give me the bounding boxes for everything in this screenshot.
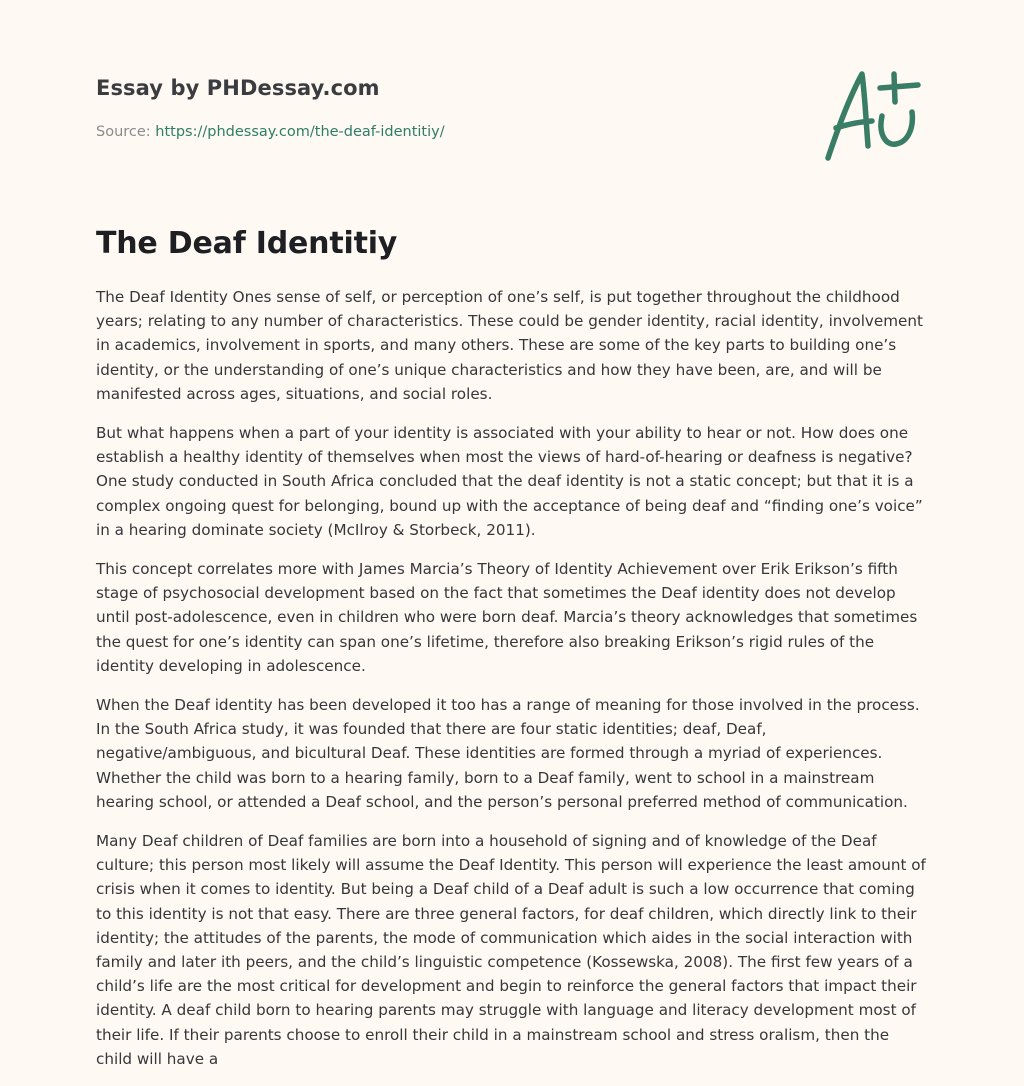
essay-title: The Deaf Identitiy (96, 226, 398, 261)
site-brand: Essay by PHDessay.com (96, 76, 380, 100)
source-link[interactable]: https://phdessay.com/the-deaf-identitiy/ (155, 124, 445, 140)
a-plus-icon (822, 66, 924, 164)
essay-paragraph: Many Deaf children of Deaf families are born into a household of signing and of knowledge of the Deaf culture; this person most likely will assume the Deaf Identity. This person will experience the least amount of crisis when it comes to identity. But being a Deaf child of a Deaf adult is such a low occurrence that coming to this identity is not that easy. There are three general factors, for deaf children, which directly link to their identity; the attitudes of the parents, the mode of communication which aides in the social interaction with family and later ith peers, and the child’s linguistic competence (Kossewska, 2008). The first few years of a child’s life are the most critical for development and begin to reinforce the general factors that impact their identity. A deaf child born to hearing parents may struggle with language and literacy development most of their life. If their parents choose to enroll their child in a mainstream school and stress oralism, then the child will have a (96, 832, 926, 1068)
source-line (96, 124, 445, 140)
essay-body (96, 285, 928, 1086)
essay-paragraph: When the Deaf identity has been developed it too has a range of meaning for those involved in the process. In the South Africa study, it was founded that there are four static identities; deaf, Deaf, negative/ambiguous, and bicultural Deaf. These identities are formed through a myriad of experiences. Whether the child was born to a hearing family, born to a Deaf family, went to school in a mainstream hearing school, or attended a Deaf school, and the person’s personal preferred method of communication. (96, 696, 920, 811)
essay-page (96, 0, 928, 1068)
essay-paragraph: The Deaf Identity Ones sense of self, or perception of one’s self, is put together throughout the childhood years; relating to any number of characteristics. These could be gender identity, racial identity, involvement in academics, involvement in sports, and many others. These are some of the key parts to building one’s identity, or the understanding of one’s unique characteristics and how they have been, are, and will be manifested across ages, situations, and social roles. (96, 288, 923, 403)
essay-paragraph: But what happens when a part of your identity is associated with your ability to hear or not. How does one establish a healthy identity of themselves when most the views of hard-of-hearing or deafness is negative? One study conducted in South Africa concluded that the deaf identity is not a static concept; but that it is a complex ongoing quest for belonging, bound up with the acceptance of being deaf and “finding one’s voice” in a hearing dominate society (McIlroy & Storbeck, 2011). (96, 424, 923, 539)
source-label: Source: (96, 124, 156, 140)
essay-paragraph: This concept correlates more with James Marcia’s Theory of Identity Achievement over Erik Erikson’s fifth stage of psychosocial development based on the fact that sometimes the Deaf identity does not develop until post-adolescence, even in children who were born deaf. Marcia’s theory acknowledges that sometimes the quest for one’s identity can span one’s lifetime, therefore also breaking Erikson’s rigid rules of the identity developing in adolescence. (96, 560, 918, 675)
